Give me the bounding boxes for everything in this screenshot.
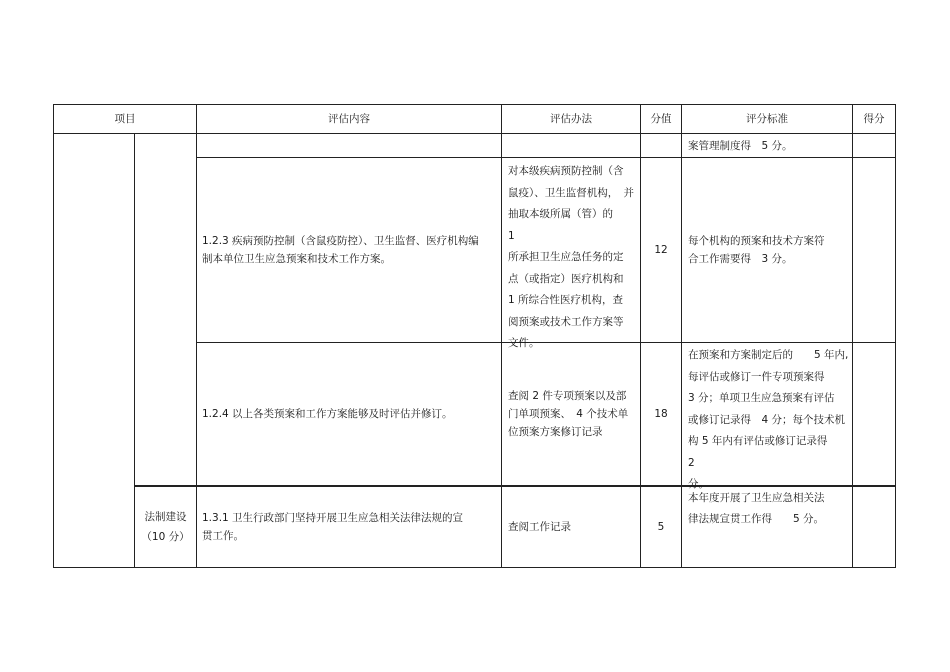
criteria-cell: 每个机构的预案和技术方案符 合工作需要得 3 分。 bbox=[688, 235, 825, 265]
header-got: 得分 bbox=[863, 113, 885, 125]
col-divider bbox=[852, 104, 853, 568]
content-cell: 1.2.4 以上各类预案和工作方案能够及时评估并修订。 bbox=[202, 408, 453, 420]
col-divider bbox=[501, 104, 502, 568]
criteria-cell: 在预案和方案制定后的 5 年内, 每评估或修订一件专项预案得 3 分；单项卫生应急预案有评估 或修订记录得 4 分；每个技术机 构 5 年内有评估或修订记录得 2 分。 bbox=[688, 349, 849, 490]
header-method: 评估办法 bbox=[550, 113, 592, 125]
section-label: 法制建设 （10 分） bbox=[141, 511, 190, 543]
header-score: 分值 bbox=[650, 113, 672, 125]
table-border-left bbox=[53, 104, 54, 568]
criteria-cell: 案管理制度得 5 分。 bbox=[688, 139, 793, 152]
score-cell: 12 bbox=[654, 244, 668, 256]
table-border-bottom bbox=[53, 567, 895, 568]
method-cell: 查阅工作记录 bbox=[508, 521, 571, 533]
content-cell: 1.3.1 卫生行政部门坚持开展卫生应急相关法律法规的宣 贯工作。 bbox=[202, 512, 464, 542]
score-cell: 18 bbox=[654, 408, 668, 420]
method-cell: 对本级疾病预防控制（含 鼠疫）、卫生监督机构， 并 抽取本级所属（管）的 1 所承担卫生应急任务的定 点（或指定）医疗机构和 1 所综合性医疗机构，查 阅预案或技术工作方案等 文件。 bbox=[508, 165, 634, 349]
method-cell: 查阅 2 件专项预案以及部 门单项预案、 4 个技术单 位预案方案修订记录 bbox=[508, 390, 629, 438]
header-criteria: 评分标准 bbox=[746, 113, 788, 125]
table-border-right bbox=[895, 104, 896, 568]
header-content: 评估内容 bbox=[328, 113, 370, 125]
content-cell: 1.2.3 疾病预防控制（含鼠疫防控）、卫生监督、医疗机构编 制本单位卫生应急预案和技术工作方案。 bbox=[202, 235, 479, 265]
col-divider bbox=[681, 104, 682, 568]
criteria-cell: 本年度开展了卫生应急相关法 律法规宣贯工作得 5 分。 bbox=[688, 492, 825, 525]
score-cell: 5 bbox=[657, 521, 665, 533]
header-project: 项目 bbox=[114, 113, 136, 125]
col-divider bbox=[196, 104, 197, 568]
